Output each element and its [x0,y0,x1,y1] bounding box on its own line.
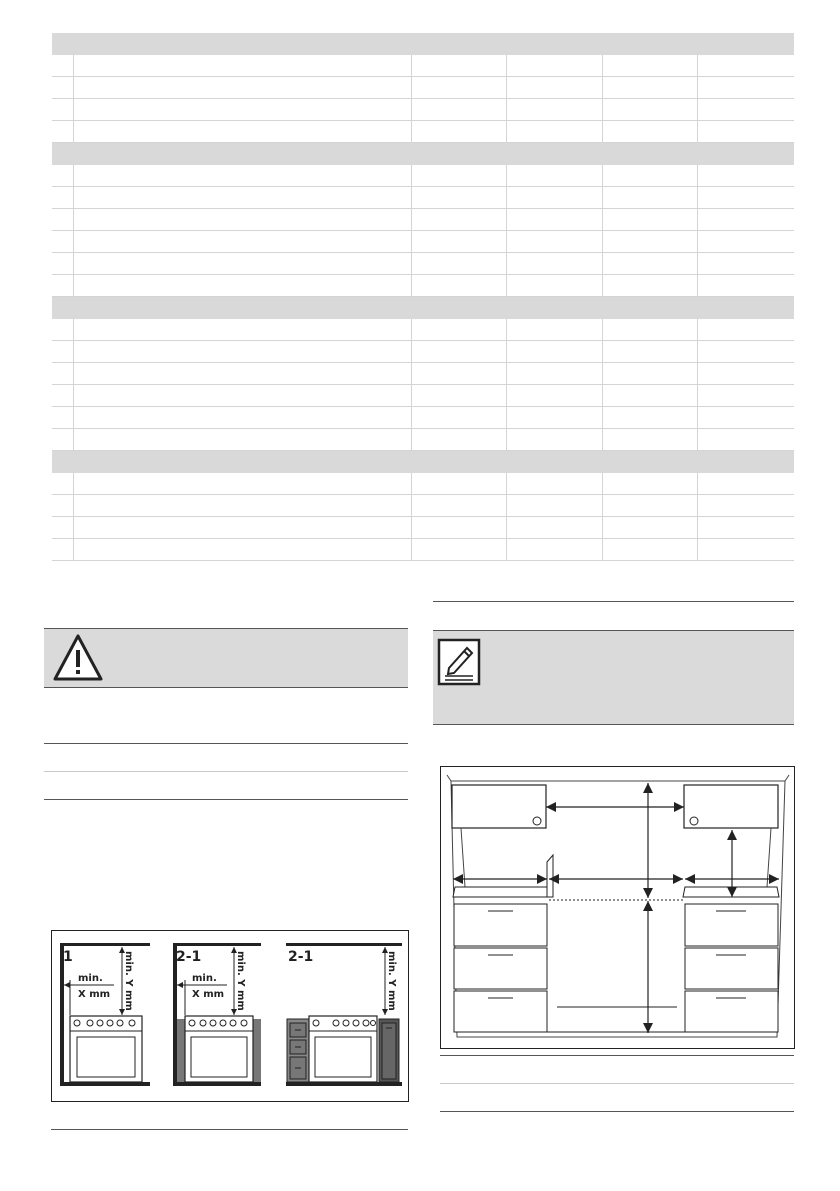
table-row [52,99,794,121]
table-row [52,407,794,429]
warning-triangle-icon [52,633,104,683]
min-label: min. [192,973,217,984]
clearance-panel-2 [173,943,261,1086]
divider [51,1129,408,1130]
table-section-header [52,297,794,319]
table-row [52,473,794,495]
kitchen-dimensions-figure [440,766,795,1049]
table-row [52,209,794,231]
clearance-panel-1 [60,943,150,1086]
table-row [52,319,794,341]
table-row [52,275,794,297]
kitchen-dimensions-diagram [441,767,794,1048]
clearance-diagram [52,931,408,1101]
table-row [52,429,794,451]
divider [440,1111,794,1112]
table-row [52,187,794,209]
pencil-note-icon [437,638,481,686]
min-y-label: min. Y mm [235,951,246,1011]
table-section-header [52,451,794,473]
min-label: min. [78,973,103,984]
panel-label: 1 [63,949,73,965]
note-box [433,630,794,724]
table-row [52,539,794,561]
clearance-panel-3 [286,943,402,1086]
table-row [52,253,794,275]
warning-box [44,628,408,687]
table-row [52,231,794,253]
spec-table [52,33,794,561]
divider [440,1055,794,1056]
table-section-header [52,33,794,55]
divider [433,601,794,602]
x-mm-label: X mm [78,989,111,1000]
table-row [52,363,794,385]
panel-label: 2-1 [288,949,314,965]
divider [433,724,794,725]
divider [44,743,408,744]
divider [44,687,408,688]
min-y-label: min. Y mm [123,951,134,1011]
divider [440,1083,794,1084]
table-row [52,165,794,187]
min-y-label: min. Y mm [386,951,397,1011]
divider [44,799,408,800]
table-row [52,77,794,99]
panel-label: 2-1 [176,949,202,965]
clearance-figure [51,930,409,1102]
table-row [52,341,794,363]
table-row [52,385,794,407]
table-row [52,121,794,143]
table-row [52,55,794,77]
x-mm-label: X mm [192,989,225,1000]
table-section-header [52,143,794,165]
divider [44,771,408,772]
table-row [52,495,794,517]
table-row [52,517,794,539]
